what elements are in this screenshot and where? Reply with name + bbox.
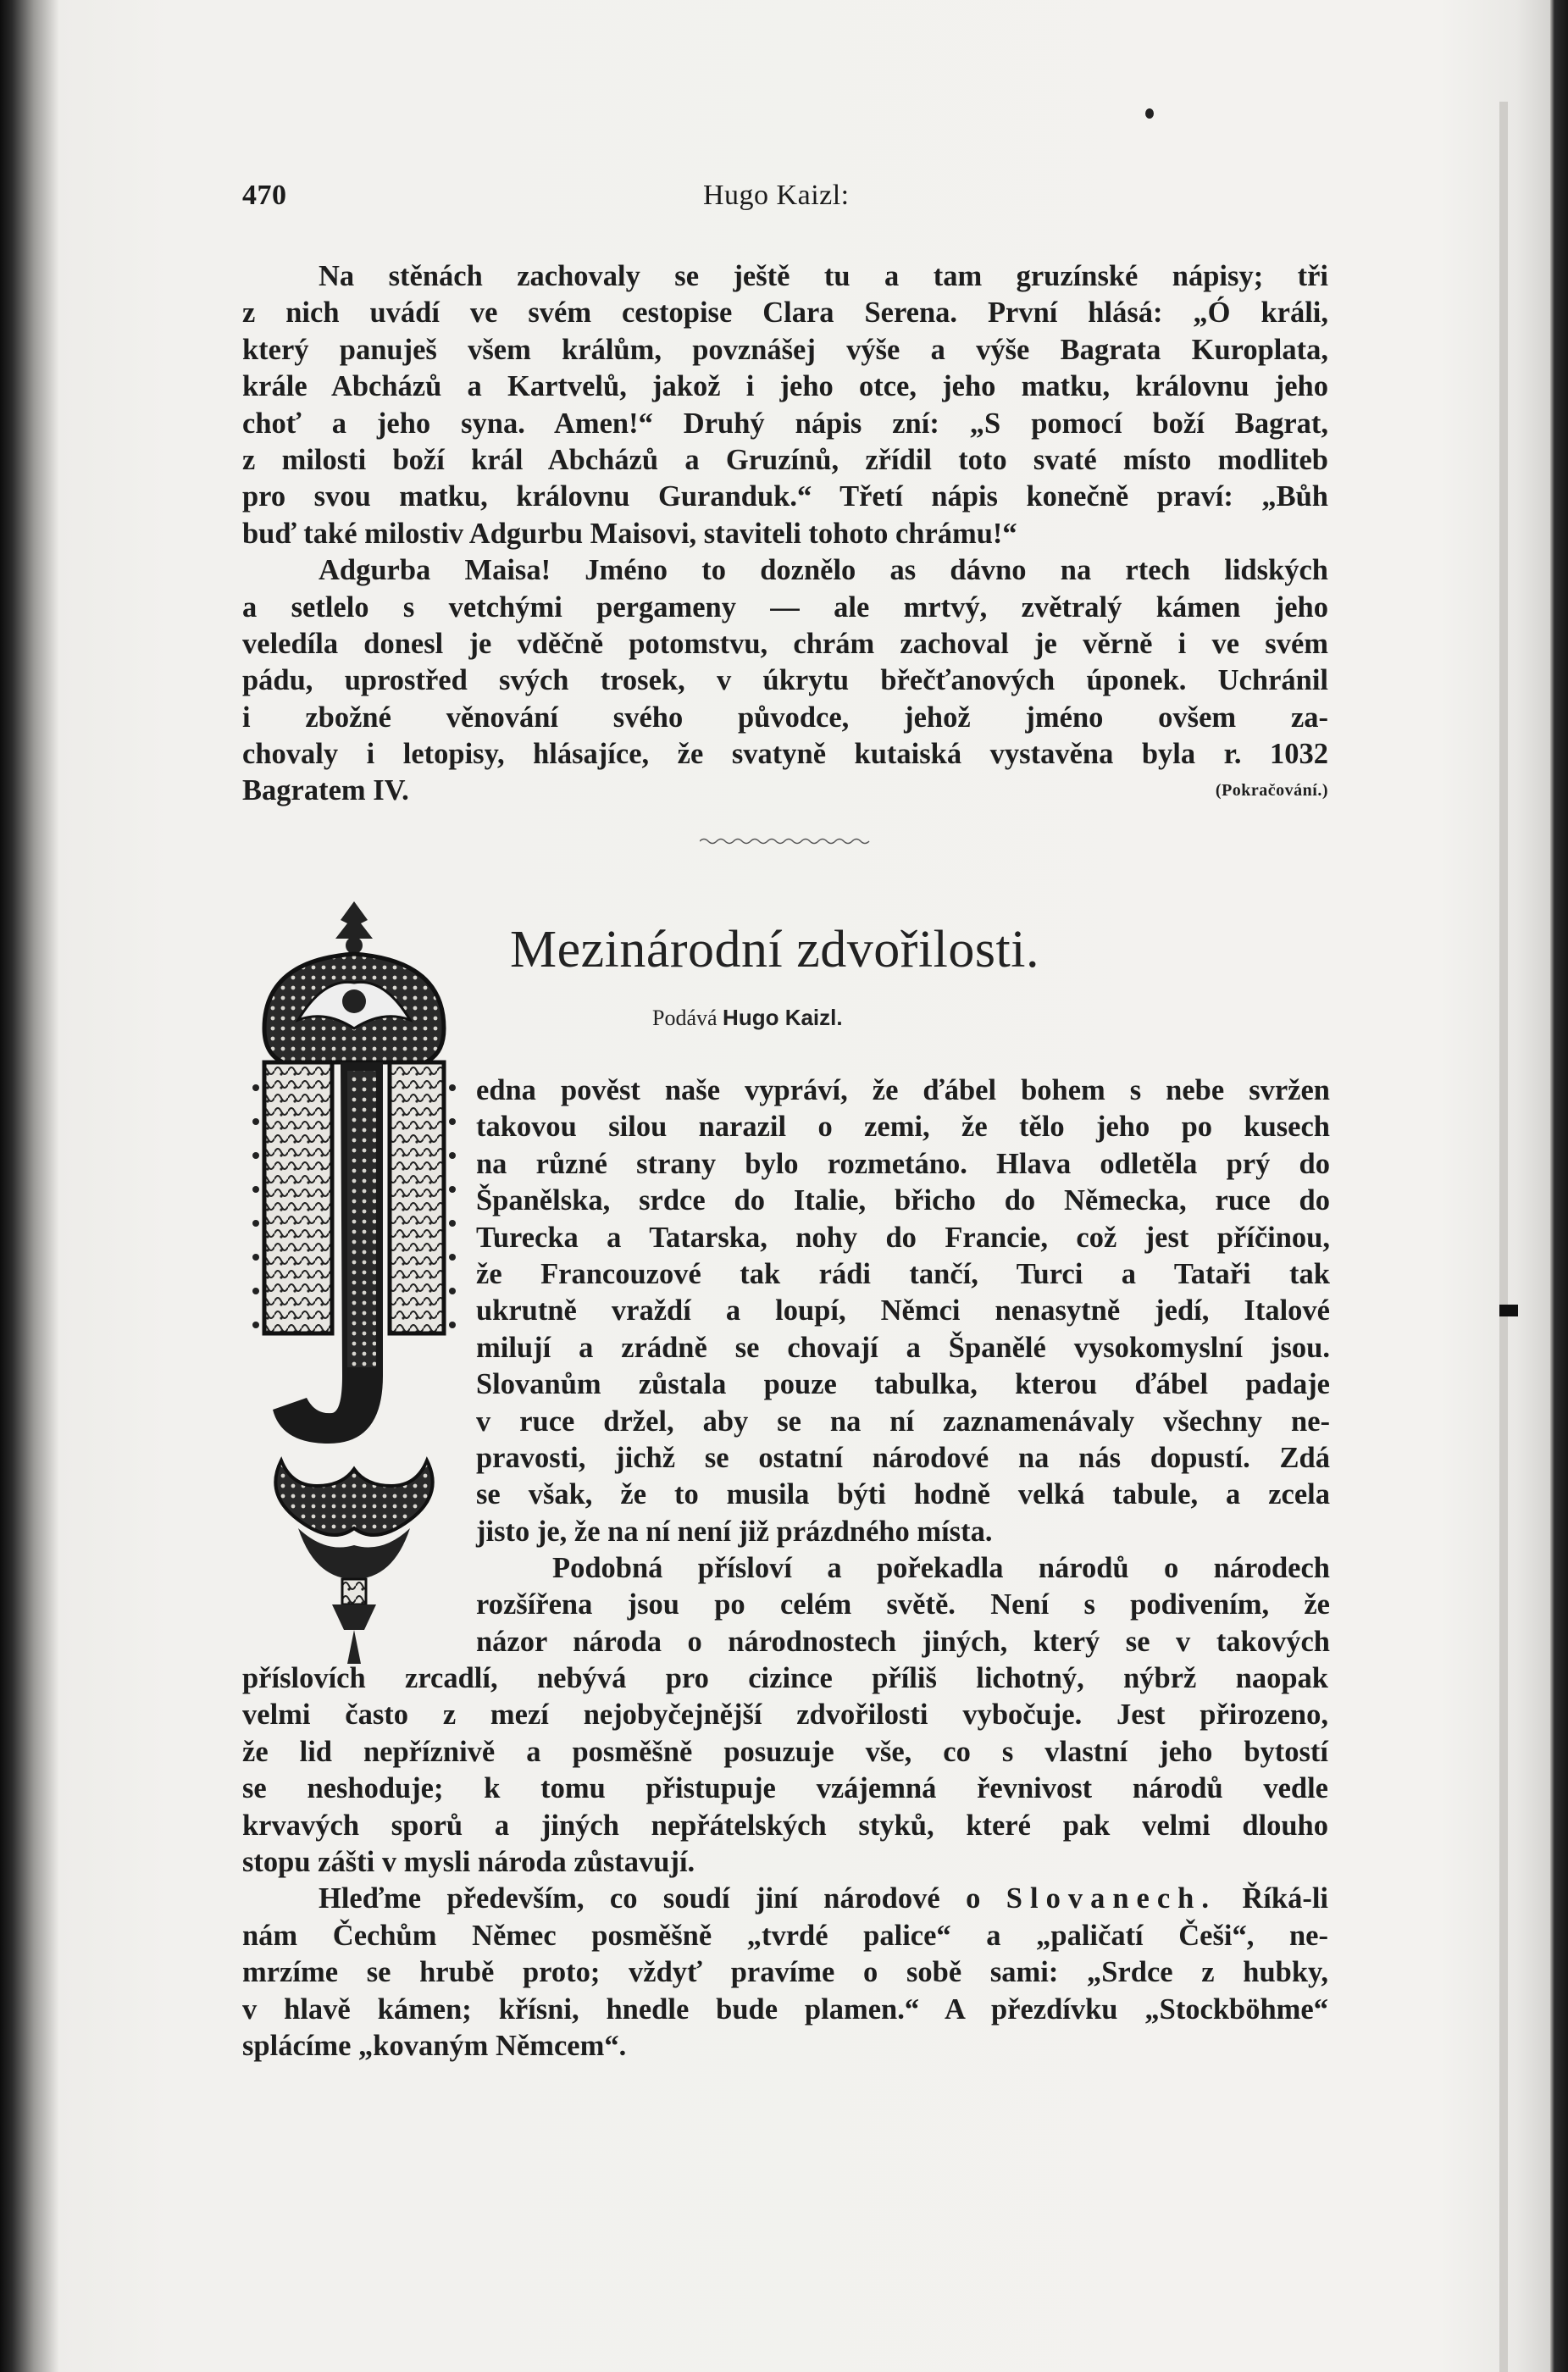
page-right-shadow xyxy=(1499,102,1508,2372)
text-line: z milosti boží král Abcházů a Gruzínů, zřídil toto svaté místo modliteb xyxy=(242,443,1328,476)
text-line: i zbožné věnování svého původce, jehož jméno ovšem za- xyxy=(242,701,1328,734)
text-line: a setlelo s vetchými pergameny — ale mrtvý, zvětralý kámen jeho xyxy=(242,590,1328,623)
emphasized-word: Slovanech. xyxy=(1006,1882,1216,1915)
ink-speck xyxy=(1145,108,1154,119)
text-line: ukrutně vraždí a loupí, Němci nenasytně jedí, Italové xyxy=(476,1294,1330,1327)
page-number: 470 xyxy=(242,180,287,211)
byline xyxy=(652,1005,843,1031)
text-line: rozšířena jsou po celém světě. Není s podivením, že xyxy=(476,1588,1330,1621)
article-2-full-text xyxy=(242,1660,1328,2064)
scan-left-edge xyxy=(0,0,59,2372)
text-line: se však, že to musila býti hodně velká tabule, a zcela xyxy=(476,1478,1330,1511)
para-start: Hleďme především, co soudí jiní národové o xyxy=(319,1882,1006,1915)
text-line: choť a jeho syna. Amen!“ Druhý nápis zní: „S pomocí boží Bagrat, xyxy=(242,407,1328,440)
text-line: pro svou matku, královnu Guranduk.“ Třetí nápis konečně praví: „Bůh xyxy=(242,480,1328,513)
text-line: mrzíme se hrubě proto; vždyť pravíme o sobě sami: „Srdce z hubky, xyxy=(242,1956,1328,1989)
text-line: že Francouzové tak rádi tančí, Turci a Tataři tak xyxy=(476,1257,1330,1290)
running-title: Hugo Kaizl: xyxy=(703,180,850,211)
text-line: názor národa o národnostech jiných, který se v takových xyxy=(476,1625,1330,1658)
continuation-note: (Pokračování.) xyxy=(1215,781,1328,801)
text-line: příslovích zrcadlí, nebývá pro cizince příliš lichotný, nýbrž naopak xyxy=(242,1662,1328,1694)
text-line: který panuješ všem králům, povznášej výše a výše Bagrata Kuroplata, xyxy=(242,333,1328,366)
text-line: Na stěnách zachovaly se ještě tu a tam gruzínské nápisy; tři xyxy=(319,260,1328,292)
text-line: edna pověst naše vypráví, že ďábel bohem s nebe svržen xyxy=(476,1074,1330,1106)
text-line: buď také milostiv Adgurbu Maisovi, staviteli tohoto chrámu!“ xyxy=(242,517,1017,550)
para-rest: Říká-li xyxy=(1216,1882,1328,1915)
text-line: velmi často z mezí nejobyčejnější zdvořilosti vybočuje. Jest přirozeno, xyxy=(242,1699,1328,1732)
text-line: jisto je, že na ní není již prázdného místa. xyxy=(476,1515,993,1548)
text-line: pádu, uprostřed svých trosek, v úkrytu břečťanových úponek. Uchránil xyxy=(242,664,1328,697)
scan-right-edge xyxy=(1550,0,1568,2372)
text-line: z nich uvádí ve svém cestopise Clara Serena. První hlásá: „Ó králi, xyxy=(242,296,1328,330)
text-line: Španělska, srdce do Italie, břicho do Německa, ruce do xyxy=(476,1184,1330,1217)
article-1-text xyxy=(242,258,1328,810)
byline-author: Hugo Kaizl. xyxy=(723,1005,843,1030)
text-line: milují a zrádně se chovají a Španělé vysokomyslní jsou. xyxy=(476,1331,1330,1364)
text-line: Slovanům zůstala pouze tabulka, kterou ďábel padaje xyxy=(476,1368,1330,1401)
running-header xyxy=(242,180,1327,222)
text-line: Adgurba Maisa! Jméno to doznělo as dávno na rtech lidských xyxy=(319,554,1328,587)
text-line: chovaly i letopisy, hlásajíce, že svatyně kutaiská vystavěna byla r. 1032 xyxy=(242,738,1328,771)
text-line: pravosti, jichž se ostatní národové na nás dopustí. Zdá xyxy=(476,1441,1330,1474)
text-line: nám Čechům Němec posměšně „tvrdé palice“ a „paličatí Češi“, ne- xyxy=(242,1919,1328,1952)
text-line: takovou silou narazil o zemi, že tělo jeho po kusech xyxy=(476,1111,1330,1144)
byline-prefix: Podává xyxy=(652,1006,718,1030)
text-line: Turecka a Tatarska, nohy do Francie, což jest příčinou, xyxy=(476,1221,1330,1254)
text-line: v hlavě kámen; křísni, hnedle bude plamen.“ A přezdívku „Stockböhme“ xyxy=(242,1992,1328,2026)
ornate-initial-j xyxy=(247,901,461,1664)
text-line: stopu zášti v mysli národa zůstavují. xyxy=(242,1845,695,1878)
text-line: v ruce držel, aby se na ní zaznamenávaly všechny ne- xyxy=(476,1405,1330,1438)
text-line: splácíme „kovaným Němcem“. xyxy=(242,2029,627,2062)
text-line: na různé strany bylo rozmetáno. Hlava odletěla prý do xyxy=(476,1147,1330,1180)
scan-edge-mark xyxy=(1499,1305,1518,1316)
text-line: Podobná přísloví a pořekadla národů o národech xyxy=(552,1552,1330,1585)
text-line: veledíla donesl je vděčně potomstvu, chrám zachoval je věrně i ve svém xyxy=(242,627,1328,660)
text-line: krvavých sporů a jiných nepřátelských styků, které pak velmi dlouho xyxy=(242,1809,1328,1842)
section-divider xyxy=(700,837,873,845)
text-line xyxy=(242,1881,1328,1917)
text-line: krále Abcházů a Kartvelů, jakož i jeho otce, jeho matku, královnu jeho xyxy=(242,370,1328,403)
article-title: Mezinárodní zdvořilosti. xyxy=(510,921,1039,978)
text-line: Bagratem IV. (Pokračování.) xyxy=(242,773,1328,809)
text-line: se neshoduje; k tomu přistupuje vzájemná řevnivost národů vedle xyxy=(242,1772,1328,1805)
text-line: že lid nepříznivě a posměšně posuzuje vše, co s vlastní jeho bytostí xyxy=(242,1735,1328,1768)
article-2-indented-text xyxy=(476,1072,1330,1660)
